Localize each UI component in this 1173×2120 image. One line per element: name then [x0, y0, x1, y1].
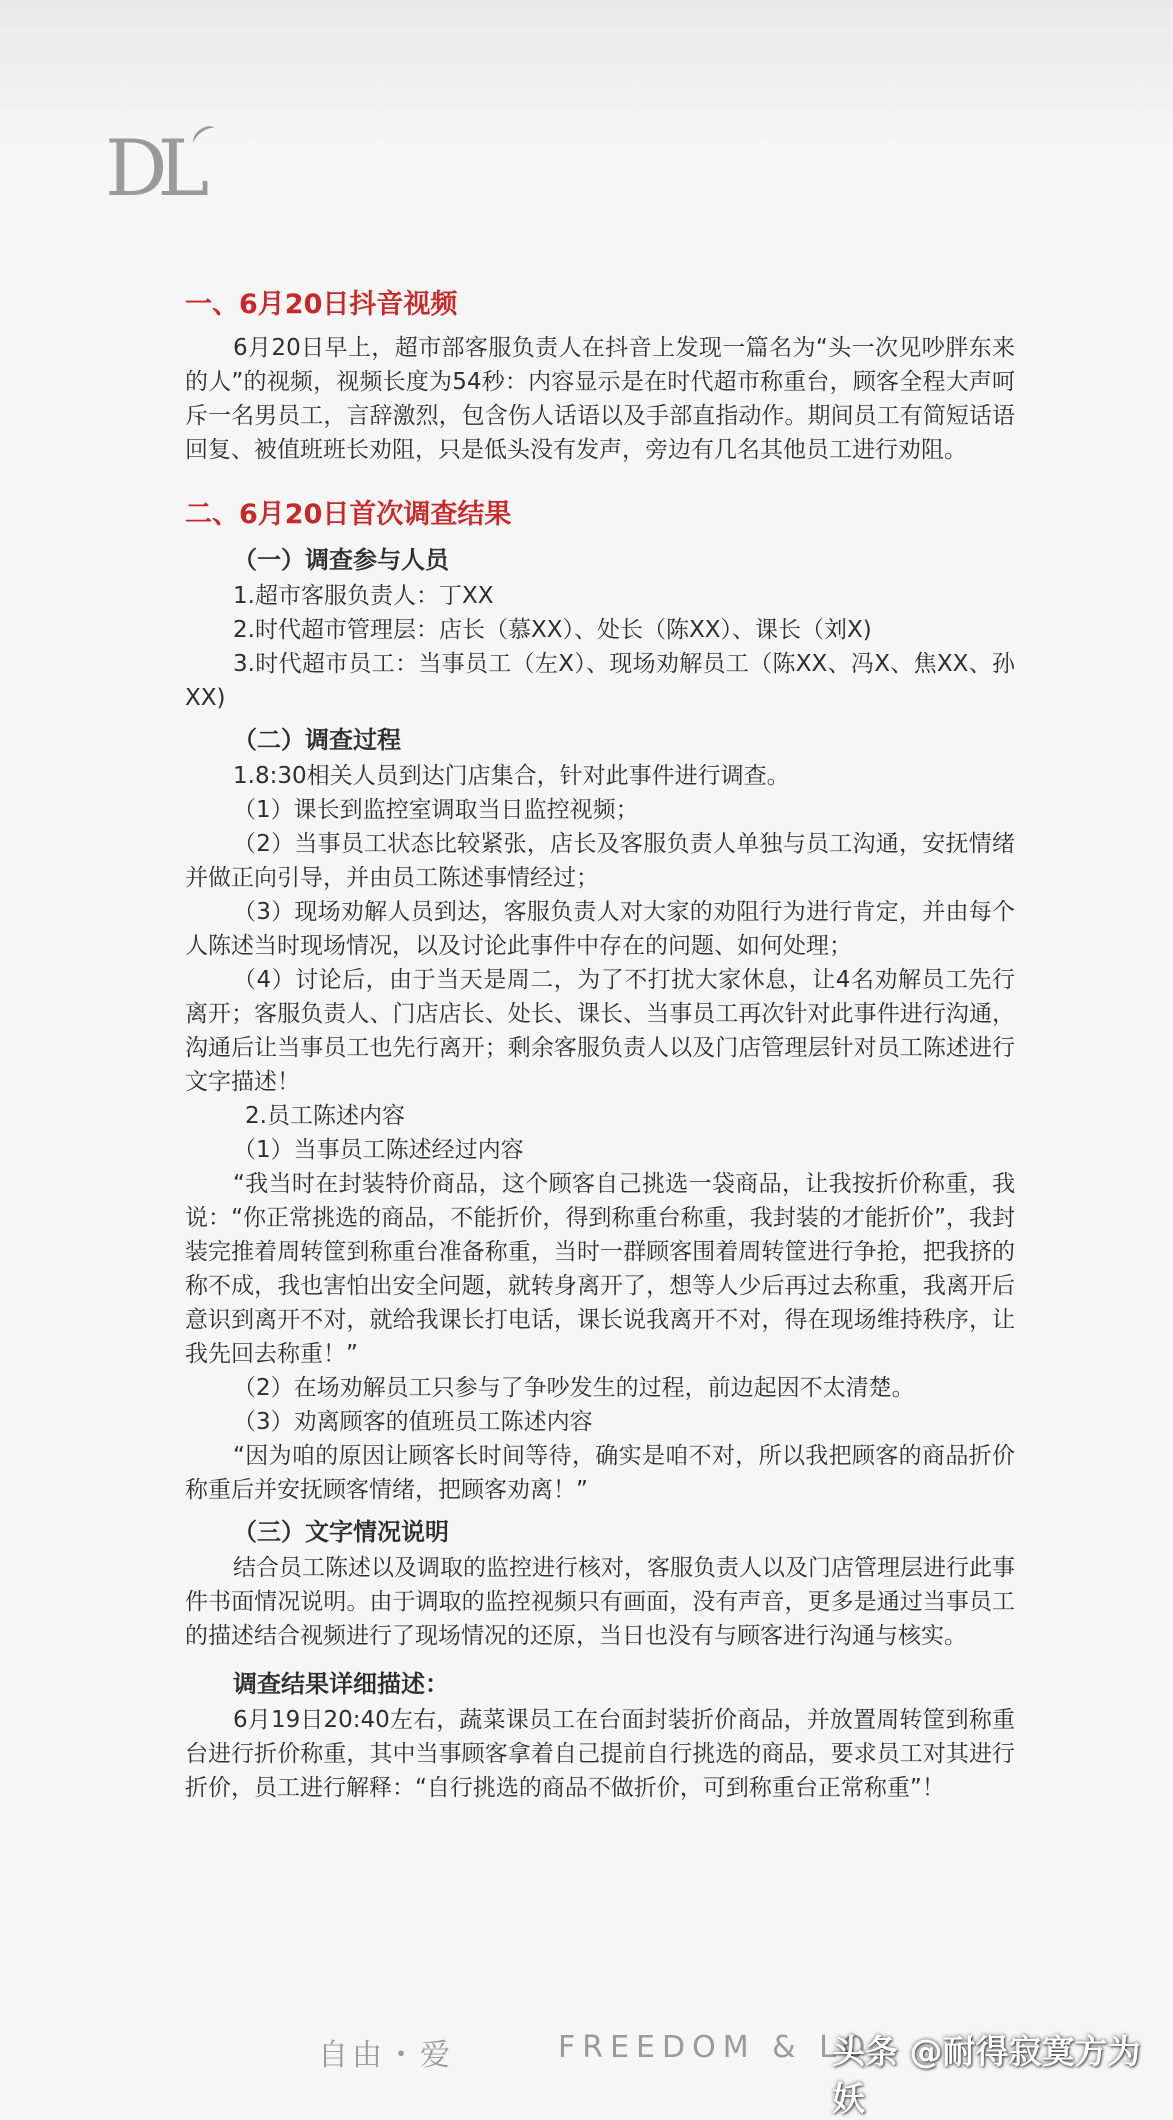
duty-staff-quote: “因为咱的原因让顾客长时间等待，确实是咱不对，所以我把顾客的商品折价称重后并安抚顾客情绪，把顾客劝离！”	[185, 1443, 1015, 1503]
footer	[0, 2020, 1173, 2118]
process-2b: （2）在场劝解员工只参与了争吵发生的过程，前边起因不太清楚。	[233, 1375, 915, 1401]
employee-quote: “我当时在封装特价商品，这个顾客自己挑选一袋商品，让我按折价称重，我说：“你正常挑选的商品，不能折价，得到称重台称重，我封装的才能折价”，我封装完推着周转筐到称重台准备称重，当时一群顾客围着周转筐进行争抢，把我挤的称不成，我也害怕出安全问题，就转身离开了，想等人少后再过去称重，我离开后意识到离开不对，就给我课长打电话，课长说我离开不对，得在现场维持秩序，让我先回去称重！”	[185, 1171, 1015, 1367]
section1-title: 一、6月20日抖音视频	[185, 289, 458, 320]
footer-slogan-cn: 自由・爱	[318, 2038, 454, 2073]
document-body	[185, 285, 1015, 1805]
detail-title: 调查结果详细描述：	[233, 1670, 449, 1698]
section2-title: 二、6月20日首次调查结果	[185, 499, 512, 530]
participant-1: 1.超市客服负责人：丁XX	[233, 583, 494, 609]
watermark: 头条 @耐得寂寞方为妖	[832, 2032, 1141, 2118]
footer-slogan-en: FREEDOM & LO	[558, 2030, 873, 2065]
process-2c: （3）劝离顾客的值班员工陈述内容	[233, 1409, 593, 1435]
process-2a: （1）当事员工陈述经过内容	[233, 1137, 524, 1163]
subsection-written: （三）文字情况说明	[233, 1518, 449, 1546]
written-paragraph: 结合员工陈述以及调取的监控进行核对，客服负责人以及门店管理层进行此事件书面情况说明。由于调取的监控视频只有画面，没有声音，更多是通过当事员工的描述结合视频进行了现场情况的还原，当日也没有与顾客进行沟通与核实。	[185, 1555, 1015, 1649]
subsection-process: （二）调查过程	[233, 726, 401, 754]
process-2: 2.员工陈述内容	[245, 1103, 405, 1129]
section1-paragraph: 6月20日早上，超市部客服负责人在抖音上发现一篇名为“头一次见吵胖东来的人”的视频，视频长度为54秒：内容显示是在时代超市称重台，顾客全程大声呵斥一名男员工，言辞激烈，包含伤人话语以及手部直指动作。期间员工有简短话语回复、被值班班长劝阻，只是低头没有发声，旁边有几名其他员工进行劝阻。	[185, 335, 1015, 463]
participant-3: 3.时代超市员工：当事员工（左X）、现场劝解员工（陈XX、冯X、焦XX、孙XX)	[185, 651, 1015, 711]
process-1d: （4）讨论后，由于当天是周二，为了不打扰大家休息，让4名劝解员工先行离开；客服负责人、门店店长、处长、课长、当事员工再次针对此事件进行沟通，沟通后让当事员工也先行离开；剩余客服负责人以及门店管理层针对员工陈述进行文字描述！	[185, 967, 1015, 1095]
process-1c: （3）现场劝解人员到达，客服负责人对大家的劝阻行为进行肯定，并由每个人陈述当时现场情况，以及讨论此事件中存在的问题、如何处理；	[185, 899, 1015, 959]
detail-paragraph: 6月19日20:40左右，蔬菜课员工在台面封装折价商品，并放置周转筐到称重台进行折价称重，其中当事顾客拿着自己提前自行挑选的商品，要求员工对其进行折价，员工进行解释：“自行挑选的商品不做折价，可到称重台正常称重”！	[185, 1707, 1015, 1801]
process-1b: （2）当事员工状态比较紧张，店长及客服负责人单独与员工沟通，安抚情绪并做正向引导，并由员工陈述事情经过；	[185, 831, 1015, 891]
process-1a: （1）课长到监控室调取当日监控视频；	[233, 797, 639, 823]
subsection-participants: （一）调查参与人员	[233, 546, 449, 574]
participant-2: 2.时代超市管理层：店长（慕XX）、处长（陈XX）、课长（刘X)	[233, 617, 872, 643]
process-1: 1.8:30相关人员到达门店集合，针对此事件进行调查。	[233, 763, 790, 789]
brand-logo: DL	[105, 124, 200, 214]
